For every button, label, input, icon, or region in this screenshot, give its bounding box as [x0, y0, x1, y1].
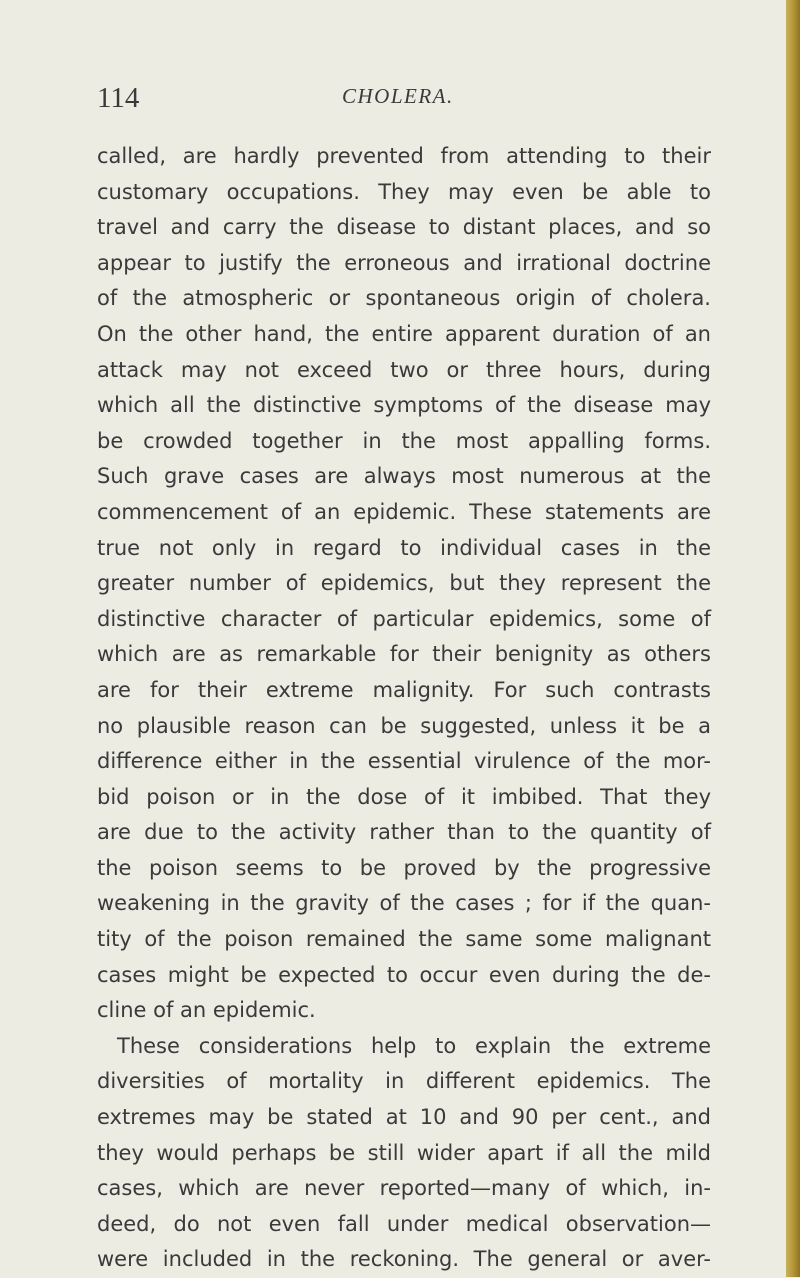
text-line: customary occupations. They may even be able to	[97, 179, 711, 204]
text-line: true not only in regard to individual cases in the	[97, 535, 711, 560]
text-line: deed, do not even fall under medical observation—	[97, 1211, 711, 1236]
text-line: which all the distinctive symptoms of the disease may	[97, 393, 711, 418]
text-line: appear to justify the erroneous and irrational doctrine	[97, 250, 711, 275]
text-line: which are as remarkable for their benignity as others	[97, 642, 711, 667]
paragraph-start-line: These considerations help to explain the extreme	[117, 1033, 711, 1058]
text-line: are due to the activity rather than to the quantity of	[97, 820, 711, 845]
text-line: were included in the reckoning. The general or aver-	[97, 1247, 711, 1272]
text-line: the poison seems to be proved by the progressive	[97, 855, 711, 880]
body-text	[97, 139, 711, 1278]
text-line: attack may not exceed two or three hours, during	[97, 357, 711, 382]
book-binding-edge	[786, 0, 800, 1277]
text-line: no plausible reason can be suggested, unless it be a	[97, 713, 711, 738]
text-line: they would perhaps be still wider apart if all the mild	[97, 1140, 711, 1165]
text-line: of the atmospheric or spontaneous origin of cholera.	[97, 286, 711, 311]
text-line: difference either in the essential virulence of the mor-	[97, 749, 711, 774]
text-line: weakening in the gravity of the cases ; for if the quan-	[97, 891, 711, 916]
text-line: tity of the poison remained the same some malignant	[97, 927, 711, 952]
paragraph-end-line: cline of an epidemic.	[97, 998, 316, 1023]
text-line: On the other hand, the entire apparent duration of an	[97, 321, 711, 346]
text-line: cases might be expected to occur even during the de-	[97, 962, 711, 987]
text-line: diversities of mortality in different epidemics. The	[97, 1069, 711, 1094]
text-line: cases, which are never reported—many of which, in-	[97, 1176, 711, 1201]
text-line: bid poison or in the dose of it imbibed. That they	[97, 784, 711, 809]
text-line: distinctive character of particular epidemics, some of	[97, 606, 711, 631]
text-line: be crowded together in the most appalling forms.	[97, 428, 711, 453]
text-line: are for their extreme malignity. For such contrasts	[97, 677, 711, 702]
page-header	[97, 82, 697, 122]
text-line: Such grave cases are always most numerous at the	[97, 464, 711, 489]
text-line: greater number of epidemics, but they represent the	[97, 571, 711, 596]
text-line: extremes may be stated at 10 and 90 per cent., and	[97, 1105, 711, 1130]
running-head: CHOLERA.	[342, 84, 454, 108]
page-number: 114	[97, 82, 140, 114]
text-line: travel and carry the disease to distant places, and so	[97, 215, 711, 240]
text-line: called, are hardly prevented from attending to their	[97, 144, 711, 168]
text-line: commencement of an epidemic. These statements are	[97, 499, 711, 524]
